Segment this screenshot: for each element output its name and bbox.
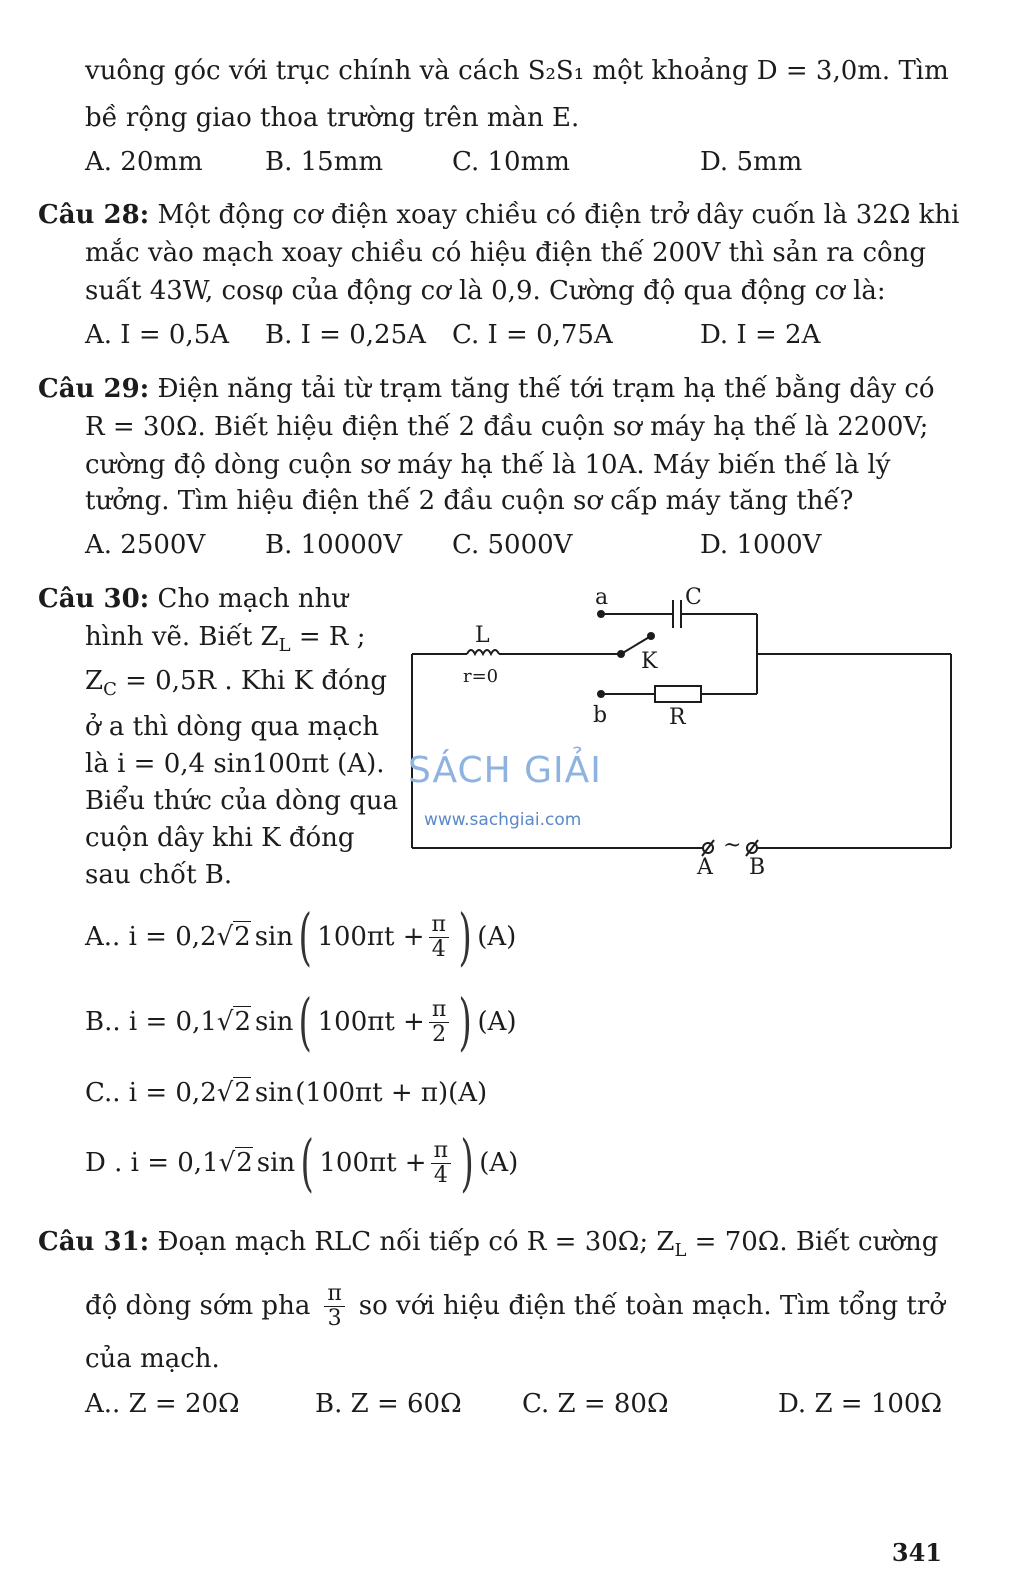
q30-text-2: hình vẽ. Biết Z [85, 622, 279, 652]
q30-b-arg: 100πt + [317, 1007, 425, 1037]
q28-text-1: Một động cơ điện xoay chiều có điện trở dây cuốn là 32Ω khi [149, 200, 960, 230]
q30-option-a [85, 902, 516, 972]
q30-option-d [85, 1128, 518, 1198]
q30-line-3 [85, 664, 387, 707]
q30-text-3-end: = 0,5R . Khi K đóng [116, 666, 388, 696]
sqrt-symbol: √2 [218, 1148, 253, 1178]
q31-text-2b: so với hiệu điện thế toàn mạch. Tìm tổng trở [358, 1291, 945, 1321]
left-paren: ( [298, 985, 313, 1058]
q29-line-3: cường độ dòng cuộn sơ máy hạ thế là 10A. Máy biến thế là lý [85, 450, 891, 480]
q30-text-2-end: = R ; [290, 622, 366, 652]
switch-pivot-dot [617, 650, 625, 658]
label-terminal-a: A [697, 855, 713, 880]
q30-d-radicand: 2 [236, 1148, 253, 1178]
q28-option-c: C. I = 0,75A [452, 320, 613, 350]
top-option-c: C. 10mm [452, 147, 570, 177]
q31-line-1 [38, 1225, 938, 1268]
top-line-2: bề rộng giao thoa trường trên màn E. [85, 103, 580, 133]
q30-d-prefix: D . i = 0,1 [85, 1148, 219, 1178]
q29-line-1 [38, 372, 935, 406]
q30-line-6: Biểu thức của dòng qua [85, 786, 399, 816]
page-number: 341 [891, 1538, 942, 1567]
q30-d-fn: sin [256, 1148, 296, 1178]
q28-option-d: D. I = 2A [700, 320, 821, 350]
right-paren: ) [460, 1126, 474, 1199]
q30-line-5: là i = 0,4 sin100πt (A). [85, 749, 385, 779]
q30-b-den: 2 [432, 1021, 447, 1047]
q30-a-num: π [429, 913, 449, 938]
q29-option-d: D. 1000V [700, 530, 822, 560]
q29-label: Câu 29: [38, 374, 150, 404]
right-paren: ) [458, 985, 473, 1058]
q30-line-1 [38, 582, 348, 616]
label-l: L [475, 623, 490, 648]
q31-label: Câu 31: [38, 1227, 150, 1257]
q30-a-den: 4 [431, 936, 446, 962]
q30-c-fn: sin [254, 1078, 294, 1108]
label-c: C [685, 585, 702, 610]
q30-a-prefix: A.. i = 0,2 [85, 922, 217, 952]
label-r0: r=0 [463, 666, 499, 687]
q30-a-fraction [429, 913, 449, 962]
q31-text-1-end: = 70Ω. Biết cường [686, 1227, 939, 1257]
q31-frac-num: π [324, 1282, 344, 1307]
q31-line-2 [85, 1276, 945, 1336]
q30-line-2 [85, 620, 366, 663]
q30-line-8: sau chốt B. [85, 860, 233, 890]
q30-d-den: 4 [433, 1162, 448, 1188]
q31-line-3: của mạch. [85, 1344, 220, 1374]
q30-c-radicand: 2 [234, 1078, 251, 1108]
q30-text-3: Z [85, 666, 104, 696]
q28-label: Câu 28: [38, 200, 150, 230]
watermark-url: www.sachgiai.com [424, 810, 582, 830]
q31-zl-subscript: L [674, 1240, 687, 1261]
q30-line-4: ở a thì dòng qua mạch [85, 712, 380, 742]
q30-line-7: cuộn dây khi K đóng [85, 823, 355, 853]
q30-b-num: π [429, 998, 449, 1023]
sqrt-symbol: √2 [216, 1007, 252, 1037]
q30-zl-subscript: L [278, 635, 291, 656]
contact-a-dot [597, 610, 605, 618]
q29-line-2: R = 30Ω. Biết hiệu điện thế 2 đầu cuộn sơ máy hạ thế là 2200V; [85, 412, 929, 442]
left-paren: ( [300, 1126, 314, 1199]
q30-b-fraction [429, 998, 449, 1047]
q30-b-unit: (A) [477, 1007, 517, 1037]
q29-option-b: B. 10000V [265, 530, 403, 560]
q28-line-2: mắc vào mạch xoay chiều có hiệu điện thế 200V thì sản ra công [85, 238, 927, 268]
q30-text-1: Cho mạch như [149, 584, 349, 614]
q31-option-c: C. Z = 80Ω [522, 1389, 669, 1419]
q31-option-d: D. Z = 100Ω [778, 1389, 943, 1419]
inductor-coil [467, 650, 499, 654]
q31-option-a: A.. Z = 20Ω [85, 1389, 240, 1419]
top-line-1: vuông góc với trục chính và cách S₂S₁ một khoảng D = 3,0m. Tìm [85, 56, 949, 86]
q29-option-c: C. 5000V [452, 530, 573, 560]
q30-d-num: π [431, 1139, 451, 1164]
q30-label: Câu 30: [38, 584, 150, 614]
q30-b-prefix: B.. i = 0,1 [85, 1007, 217, 1037]
q29-line-4: tưởng. Tìm hiệu điện thế 2 đầu cuộn sơ cấp máy tăng thế? [85, 486, 854, 516]
sqrt-symbol: √2 [216, 1078, 251, 1108]
q30-zc-subscript: C [103, 679, 117, 700]
watermark-logo: SÁCH GIẢI [408, 750, 602, 791]
resistor-r [655, 686, 701, 702]
switch-tip-dot [647, 632, 655, 640]
q30-c-prefix: C.. i = 0,2 [85, 1078, 217, 1108]
q28-option-a: A. I = 0,5A [85, 320, 230, 350]
q30-a-radicand: 2 [234, 922, 251, 952]
label-tilde: ~ [723, 833, 742, 858]
q29-text-1: Điện năng tải từ trạm tăng thế tới trạm hạ thế bằng dây có [149, 374, 935, 404]
top-option-d: D. 5mm [700, 147, 803, 177]
top-option-a: A. 20mm [85, 147, 203, 177]
label-r: R [669, 705, 686, 730]
q30-b-fn: sin [255, 1007, 294, 1037]
label-b: b [593, 703, 608, 728]
q30-option-c [85, 1058, 487, 1128]
left-paren: ( [298, 900, 312, 973]
q28-line-3: suất 43W, cosφ của động cơ là 0,9. Cường độ qua động cơ là: [85, 276, 886, 306]
q28-option-b: B. I = 0,25A [265, 320, 426, 350]
q31-option-b: B. Z = 60Ω [315, 1389, 462, 1419]
top-option-b: B. 15mm [265, 147, 384, 177]
q31-frac-den: 3 [327, 1305, 342, 1331]
q30-d-arg: 100πt + [319, 1148, 427, 1178]
sqrt-symbol: √2 [216, 922, 251, 952]
q30-a-unit: (A) [477, 922, 517, 952]
q28-line-1 [38, 198, 959, 232]
q30-option-b [85, 987, 517, 1057]
circuit-diagram [405, 580, 965, 880]
label-terminal-b: B [749, 855, 766, 880]
q31-text-1: Đoạn mạch RLC nối tiếp có R = 30Ω; Z [149, 1227, 675, 1257]
contact-b-dot [597, 690, 605, 698]
q31-fraction [324, 1282, 344, 1331]
q30-d-fraction [431, 1139, 451, 1188]
label-a: a [595, 585, 609, 610]
q30-d-unit: (A) [479, 1148, 519, 1178]
q30-c-arg: (100πt + π)(A) [295, 1078, 488, 1108]
q30-b-radicand: 2 [234, 1007, 252, 1037]
q30-a-arg: 100πt + [317, 922, 425, 952]
q31-text-2a: độ dòng sớm pha [85, 1291, 311, 1321]
right-paren: ) [458, 900, 472, 973]
q30-a-fn: sin [254, 922, 294, 952]
q29-option-a: A. 2500V [85, 530, 206, 560]
label-k: K [641, 649, 658, 674]
